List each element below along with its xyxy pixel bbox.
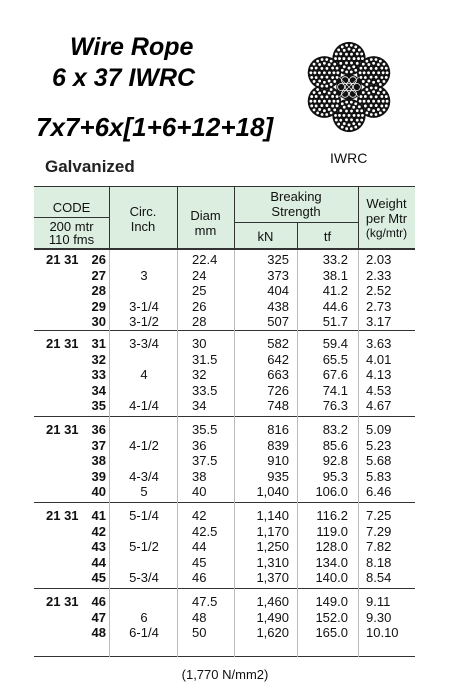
weight-value: 9.30	[366, 609, 392, 625]
weight-value: 6.46	[366, 484, 392, 500]
circ-value: 5-1/4	[129, 508, 159, 523]
diam-value: 35.5	[192, 422, 218, 437]
weight-value: 2.52	[366, 283, 392, 299]
tf-value: 33.2	[322, 252, 348, 267]
footnote: (1,770 N/mm2)	[181, 667, 269, 682]
code-suffix: 35	[91, 398, 106, 414]
code-suffix: 38	[91, 453, 106, 469]
header-strength: Strength	[271, 204, 321, 219]
code-suffix: 48	[91, 625, 106, 641]
body-col-divider	[234, 250, 235, 657]
header-diam-unit: mm	[194, 223, 217, 238]
tf-value: 134.0	[315, 554, 348, 570]
weight-value: 8.18	[366, 554, 392, 570]
body-col-divider	[109, 250, 110, 657]
header-weight-per: per Mtr	[365, 211, 408, 226]
weight-value: 3.63	[366, 336, 392, 351]
body-col-divider	[297, 250, 298, 657]
tf-value: 152.0	[315, 609, 348, 625]
header-kn: kN	[257, 229, 274, 244]
circ-value: 3-3/4	[129, 336, 159, 351]
weight-value: 2.33	[366, 267, 392, 283]
diam-value: 45	[192, 554, 207, 570]
circ-value: 6	[140, 609, 148, 625]
col-divider-2	[297, 222, 298, 248]
code-header-divider	[34, 217, 109, 218]
code-suffix: 28	[91, 283, 106, 299]
title-line-1: Wire Rope	[70, 33, 194, 61]
kn-value: 1,310	[256, 554, 289, 570]
circ-value: 3-1/4	[129, 298, 159, 314]
code-suffix: 43	[91, 539, 106, 555]
kn-value: 748	[267, 398, 289, 414]
diam-value: 34	[192, 398, 207, 414]
header-tf: tf	[323, 229, 332, 244]
tf-value: 106.0	[315, 484, 348, 500]
code-suffix: 41	[91, 508, 106, 523]
code-suffix: 34	[91, 382, 106, 398]
tf-value: 128.0	[315, 539, 348, 555]
col-divider-3	[358, 186, 359, 248]
kn-value: 839	[267, 437, 289, 453]
code-suffix: 42	[91, 523, 106, 539]
weight-value: 4.53	[366, 382, 392, 398]
diam-value: 33.5	[192, 382, 218, 398]
kn-value: 1,040	[256, 484, 289, 500]
kn-value: 1,620	[256, 625, 289, 641]
code-suffix: 27	[91, 267, 106, 283]
diam-value: 24	[192, 267, 207, 283]
kn-value: 373	[267, 267, 289, 283]
body-col-divider	[177, 250, 178, 657]
tf-value: 95.3	[322, 468, 348, 484]
diam-value: 38	[192, 468, 207, 484]
kn-value: 1,460	[256, 594, 289, 609]
kn-value: 816	[267, 422, 289, 437]
code-prefix: 21 31	[46, 252, 79, 267]
kn-value: 325	[267, 252, 289, 267]
diam-value: 40	[192, 484, 207, 500]
kn-value: 910	[267, 453, 289, 469]
header-code-sub1: 200 mtr	[49, 219, 94, 234]
code-prefix: 21 31	[46, 336, 79, 351]
kn-value: 726	[267, 382, 289, 398]
col-divider-1	[234, 186, 235, 248]
header-weight-unit: (kg/mtr)	[365, 226, 408, 240]
diam-value: 44	[192, 539, 207, 555]
tf-value: 51.7	[322, 314, 348, 330]
circ-value: 4-1/4	[129, 398, 159, 414]
weight-value: 5.23	[366, 437, 392, 453]
kn-value: 1,170	[256, 523, 289, 539]
kn-value: 507	[267, 314, 289, 330]
code-suffix: 32	[91, 351, 106, 367]
diam-value: 26	[192, 298, 207, 314]
circ-value: 6-1/4	[129, 625, 159, 641]
code-suffix: 45	[91, 570, 106, 586]
tf-value: 149.0	[315, 594, 348, 609]
diam-value: 36	[192, 437, 207, 453]
code-suffix: 31	[91, 336, 106, 351]
circ-value: 4-1/2	[129, 437, 159, 453]
code-suffix: 44	[91, 554, 106, 570]
header-col-divider	[109, 186, 110, 248]
header-code-sub2: 110 fms	[48, 232, 95, 247]
tf-value: 119.0	[316, 523, 348, 539]
weight-value: 7.82	[366, 539, 392, 555]
code-suffix: 26	[91, 252, 106, 267]
weight-value: 4.13	[366, 367, 392, 383]
weight-value: 2.03	[366, 252, 392, 267]
weight-value: 5.09	[366, 422, 392, 437]
circ-value: 3-1/2	[129, 314, 159, 330]
tf-value: 76.3	[322, 398, 348, 414]
tf-value: 65.5	[322, 351, 348, 367]
title-line-2: 6 x 37 IWRC	[52, 64, 196, 92]
header-col-divider	[177, 186, 178, 248]
kn-value: 1,370	[256, 570, 289, 586]
tf-value: 92.8	[322, 453, 348, 469]
header-weight: Weight	[366, 196, 407, 211]
diam-value: 48	[192, 609, 207, 625]
kn-value: 1,490	[256, 609, 289, 625]
kn-value: 1,140	[256, 508, 289, 523]
tf-value: 41.2	[322, 283, 348, 299]
kn-value: 663	[267, 367, 289, 383]
diagram-caption: IWRC	[330, 150, 368, 166]
tf-value: 85.6	[322, 437, 348, 453]
diam-value: 25	[192, 283, 207, 299]
code-suffix: 29	[91, 298, 106, 314]
code-suffix: 39	[91, 468, 106, 484]
tf-value: 59.4	[322, 336, 348, 351]
body-col-divider	[358, 250, 359, 657]
circ-value: 5-3/4	[129, 570, 159, 586]
tf-value: 74.1	[322, 382, 348, 398]
kn-value: 1,250	[256, 539, 289, 555]
code-suffix: 46	[91, 594, 106, 609]
breaking-header-divider	[234, 222, 358, 223]
weight-value: 2.73	[366, 298, 392, 314]
code-suffix: 47	[91, 609, 106, 625]
code-suffix: 30	[91, 314, 106, 330]
weight-value: 7.25	[366, 508, 392, 523]
circ-value: 3	[140, 267, 148, 283]
code-suffix: 40	[91, 484, 106, 500]
wire-rope-cross-section-diagram	[300, 38, 398, 136]
tf-value: 140.0	[315, 570, 348, 586]
finish-label: Galvanized	[45, 157, 135, 176]
diam-value: 50	[192, 625, 207, 641]
weight-value: 8.54	[366, 570, 392, 586]
construction-formula: 7x7+6x[1+6+12+18]	[36, 112, 274, 142]
diam-value: 31.5	[192, 351, 218, 367]
circ-value: 5	[140, 484, 148, 500]
kn-value: 438	[267, 298, 289, 314]
tf-value: 116.2	[316, 508, 348, 523]
tf-value: 44.6	[322, 298, 348, 314]
tf-value: 38.1	[322, 267, 348, 283]
kn-value: 582	[267, 336, 289, 351]
code-suffix: 37	[91, 437, 106, 453]
circ-value: 4	[140, 367, 148, 383]
weight-value: 4.01	[366, 351, 392, 367]
header-diam: Diam	[190, 208, 221, 223]
diam-value: 42.5	[192, 523, 218, 539]
header-breaking: Breaking	[270, 189, 322, 204]
weight-value: 5.68	[366, 453, 392, 469]
weight-value: 9.11	[366, 594, 391, 609]
diam-value: 28	[192, 314, 207, 330]
code-prefix: 21 31	[46, 508, 79, 523]
weight-value: 7.29	[366, 523, 392, 539]
kn-value: 935	[267, 468, 289, 484]
diam-value: 22.4	[192, 252, 218, 267]
code-suffix: 33	[91, 367, 106, 383]
kn-value: 642	[267, 351, 289, 367]
tf-value: 83.2	[322, 422, 348, 437]
tf-value: 165.0	[315, 625, 348, 641]
tf-value: 67.6	[322, 367, 348, 383]
header-circ-unit: Inch	[130, 219, 156, 234]
code-prefix: 21 31	[46, 422, 79, 437]
circ-value: 4-3/4	[129, 468, 159, 484]
diam-value: 37.5	[192, 453, 218, 469]
code-prefix: 21 31	[46, 594, 79, 609]
weight-value: 3.17	[366, 314, 392, 330]
diam-value: 42	[192, 508, 207, 523]
diam-value: 32	[192, 367, 207, 383]
kn-value: 404	[267, 283, 289, 299]
weight-value: 10.10	[366, 625, 399, 641]
diam-value: 47.5	[192, 594, 218, 609]
header-circ: Circ.	[129, 204, 157, 219]
diam-value: 30	[192, 336, 207, 351]
code-suffix: 36	[91, 422, 106, 437]
diam-value: 46	[192, 570, 207, 586]
weight-value: 4.67	[366, 398, 392, 414]
specification-table	[34, 186, 415, 662]
header-code: CODE	[52, 200, 91, 215]
weight-value: 5.83	[366, 468, 392, 484]
circ-value: 5-1/2	[129, 539, 159, 555]
